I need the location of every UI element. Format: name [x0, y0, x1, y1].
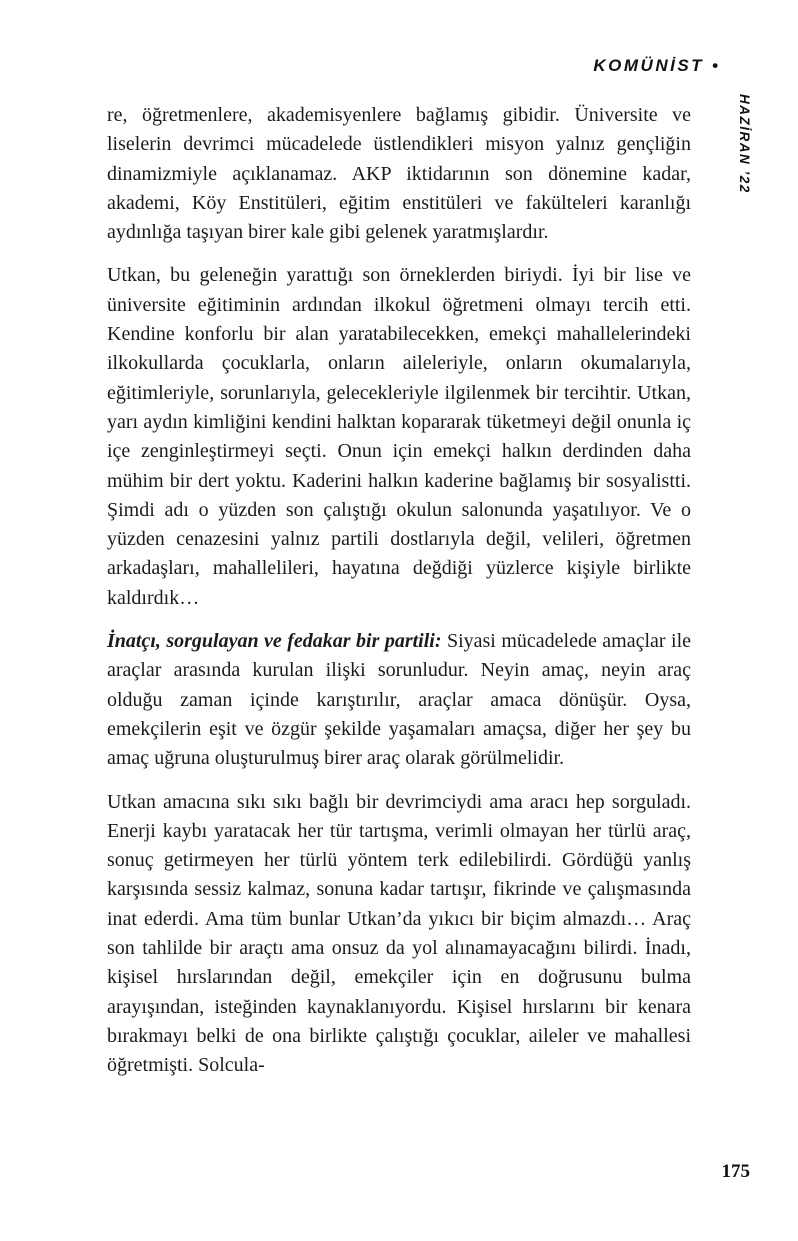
issue-date-label: HAZİRAN ’22 [737, 94, 752, 194]
running-head [593, 56, 718, 76]
journal-title: KOMÜNİST [593, 56, 705, 75]
bullet-icon: • [712, 56, 718, 75]
page-number: 175 [721, 1161, 750, 1182]
paragraph: Utkan, bu geleneğin yarattığı son örneklerden biriydi. İyi bir lise ve üniversite eğitiminin ardından ilkokul öğretmeni olmayı tercih etti. Kendine konforlu bir alan yaratabilecekken, emekçi mahallelerindeki ilkokullarda çocuklarla, onların aileleriyle, onların okumalarıyla, eğitimleriyle, sorunlarıyla, gelecekleriyle ilgilenmek bir tercihtir. Utkan, yarı aydın kimliğini kendini halktan kopararak tüketmeyi değil onunla iç içe zenginleştirmeyi seçti. Onun için emekçi halkın derdinden daha mühim bir dert yoktu. Kaderini halkın kaderine bağlamış bir sosyalistti. Şimdi adı o yüzden son çalıştığı okulun salonunda yaşatılıyor. Ve o yüzden cenazesini yalnız partili dostlarıyla değil, velileri, öğretmen arkadaşları, mahallelileri, hayatına değdiği yüzlerce kişiyle birlikte kaldırdık… [107, 264, 691, 609]
paragraph-text: Siyasi mücadelede amaçlar ile araçlar arasında kurulan ilişki sorunludur. Neyin amaç, neyin araç olduğu zaman içinde karıştırılır, araçlar amaca dönüşür. Oysa, emekçilerin eşit ve özgür şekilde yaşamaları amaçsa, diğer her şey bu amaç uğruna oluşturulmuş birer araç olarak görülmelidir. [107, 630, 692, 770]
body-text [107, 101, 691, 1081]
paragraph-lead: İnatçı, sorgulayan ve fedakar bir partili: [107, 630, 442, 653]
paragraph [107, 627, 691, 773]
paragraph: Utkan amacına sıkı sıkı bağlı bir devrimciydi ama aracı hep sorguladı. Enerji kaybı yaratacak her tür tartışma, verimli olmayan her türlü araç, sonuç getirmeyen her türlü yöntem terk edilebilirdi. Gördüğü yanlış karşısında sessiz kalmaz, sonuna kadar tartışır, fikrinde ve çalışmasında inat ederdi. Ama tüm bunlar Utkan’da yıkıcı bir biçim almazdı… Araç son tahlilde bir araçtı ama onsuz da yol alınamayacağını bilirdi. İnadı, kişisel hırslarından değil, emekçiler için en doğrusunu bulma arayışından, isteğinden kaynaklanıyordu. Kişisel hırslarını bir kenara bırakmayı belki de ona birlikte çalıştığı çocuklar, aileler ve mahallesi öğretmişti. Solcula- [107, 790, 691, 1077]
paragraph: re, öğretmenlere, akademisyenlere bağlamış gibidir. Üniversite ve liselerin devrimci mücadelede üstlendikleri misyon yalnız gençliğin dinamizmiyle açıklanamaz. AKP iktidarının son dönemine kadar, akademi, Köy Enstitüleri, eğitim enstitüleri ve fakülteleri karanlığı aydınlığa taşıyan birer kale gibi gelenek yaratmışlardır. [107, 104, 691, 244]
